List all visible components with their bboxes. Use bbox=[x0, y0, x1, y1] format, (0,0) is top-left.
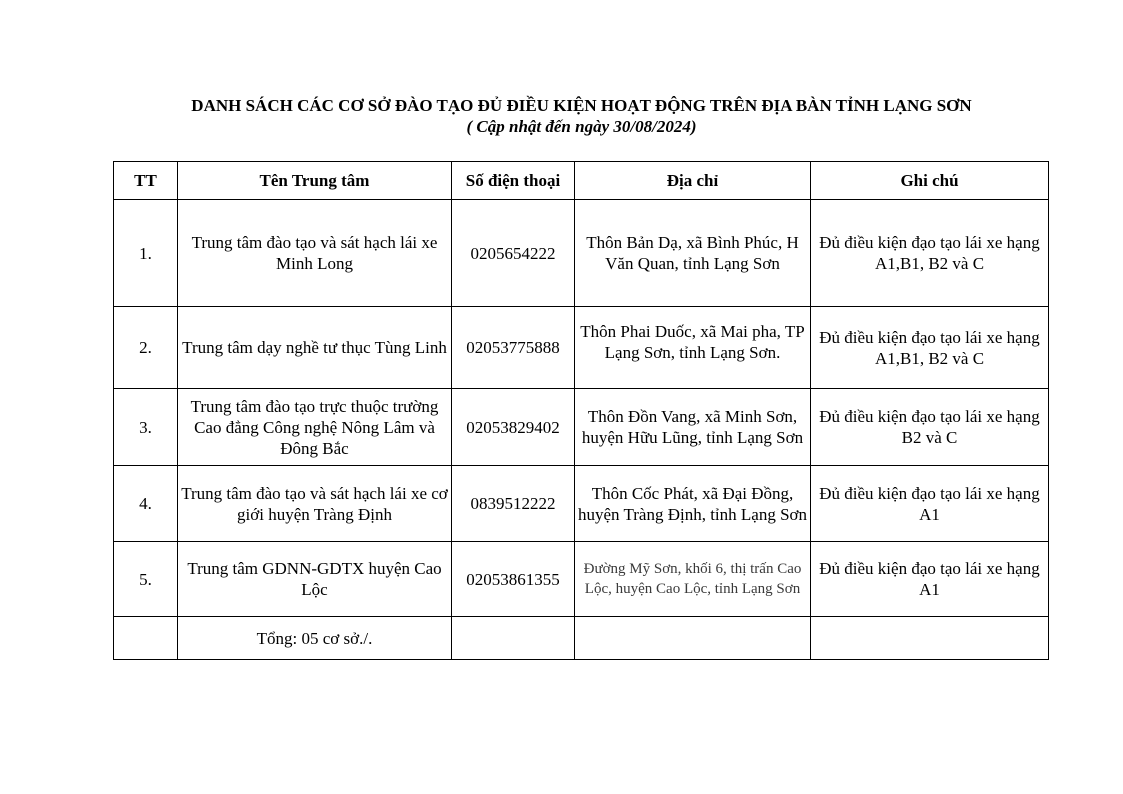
table-row bbox=[114, 466, 1049, 542]
center-note: Đủ điều kiện đạo tạo lái xe hạng A1 bbox=[811, 466, 1049, 542]
center-name: Trung tâm đào tạo và sát hạch lái xe Minh Long bbox=[178, 200, 452, 307]
table-total-row bbox=[114, 617, 1049, 660]
total-empty-cell bbox=[811, 617, 1049, 660]
center-phone: 02053775888 bbox=[452, 307, 575, 389]
table-header-row bbox=[114, 162, 1049, 200]
total-label: Tổng: 05 cơ sở./. bbox=[178, 617, 452, 660]
center-note: Đủ điều kiện đạo tạo lái xe hạng A1,B1, B2 và C bbox=[811, 200, 1049, 307]
header-tt: TT bbox=[114, 162, 178, 200]
total-empty-cell bbox=[575, 617, 811, 660]
row-number: 1. bbox=[114, 200, 178, 307]
center-phone: 0205654222 bbox=[452, 200, 575, 307]
center-address: Thôn Cốc Phát, xã Đại Đồng, huyện Tràng Định, tỉnh Lạng Sơn bbox=[575, 466, 811, 542]
header-address: Địa chỉ bbox=[575, 162, 811, 200]
header-name: Tên Trung tâm bbox=[178, 162, 452, 200]
center-note: Đủ điều kiện đạo tạo lái xe hạng A1,B1, B2 và C bbox=[811, 307, 1049, 389]
center-name: Trung tâm GDNN-GDTX huyện Cao Lộc bbox=[178, 542, 452, 617]
center-address: Thôn Đồn Vang, xã Minh Sơn, huyện Hữu Lũng, tỉnh Lạng Sơn bbox=[575, 389, 811, 466]
table-row bbox=[114, 307, 1049, 389]
center-phone: 02053829402 bbox=[452, 389, 575, 466]
row-number: 5. bbox=[114, 542, 178, 617]
table-row bbox=[114, 389, 1049, 466]
training-centers-table bbox=[113, 161, 1049, 660]
center-phone: 02053861355 bbox=[452, 542, 575, 617]
center-address: Thôn Phai Duốc, xã Mai pha, TP Lạng Sơn, tỉnh Lạng Sơn. bbox=[575, 307, 811, 389]
center-note: Đủ điều kiện đạo tạo lái xe hạng B2 và C bbox=[811, 389, 1049, 466]
center-phone: 0839512222 bbox=[452, 466, 575, 542]
total-empty-cell bbox=[114, 617, 178, 660]
center-name: Trung tâm đào tạo và sát hạch lái xe cơ giới huyện Tràng Định bbox=[178, 466, 452, 542]
center-name: Trung tâm dạy nghề tư thục Tùng Linh bbox=[178, 307, 452, 389]
document-title: DANH SÁCH CÁC CƠ SỞ ĐÀO TẠO ĐỦ ĐIỀU KIỆN HOẠT ĐỘNG TRÊN ĐỊA BÀN TỈNH LẠNG SƠN bbox=[191, 96, 972, 115]
table-row bbox=[114, 542, 1049, 617]
center-address: Đường Mỹ Sơn, khối 6, thị trấn Cao Lộc, huyện Cao Lộc, tỉnh Lạng Sơn bbox=[575, 542, 811, 617]
row-number: 2. bbox=[114, 307, 178, 389]
total-empty-cell bbox=[452, 617, 575, 660]
table-row bbox=[114, 200, 1049, 307]
document-subtitle: ( Cập nhật đến ngày 30/08/2024) bbox=[466, 117, 697, 136]
center-name: Trung tâm đào tạo trực thuộc trường Cao đẳng Công nghệ Nông Lâm và Đông Bắc bbox=[178, 389, 452, 466]
header-note: Ghi chú bbox=[811, 162, 1049, 200]
header-phone: Số điện thoại bbox=[452, 162, 575, 200]
center-address: Thôn Bản Dạ, xã Bình Phúc, H Văn Quan, tỉnh Lạng Sơn bbox=[575, 200, 811, 307]
center-note: Đủ điều kiện đạo tạo lái xe hạng A1 bbox=[811, 542, 1049, 617]
row-number: 4. bbox=[114, 466, 178, 542]
row-number: 3. bbox=[114, 389, 178, 466]
